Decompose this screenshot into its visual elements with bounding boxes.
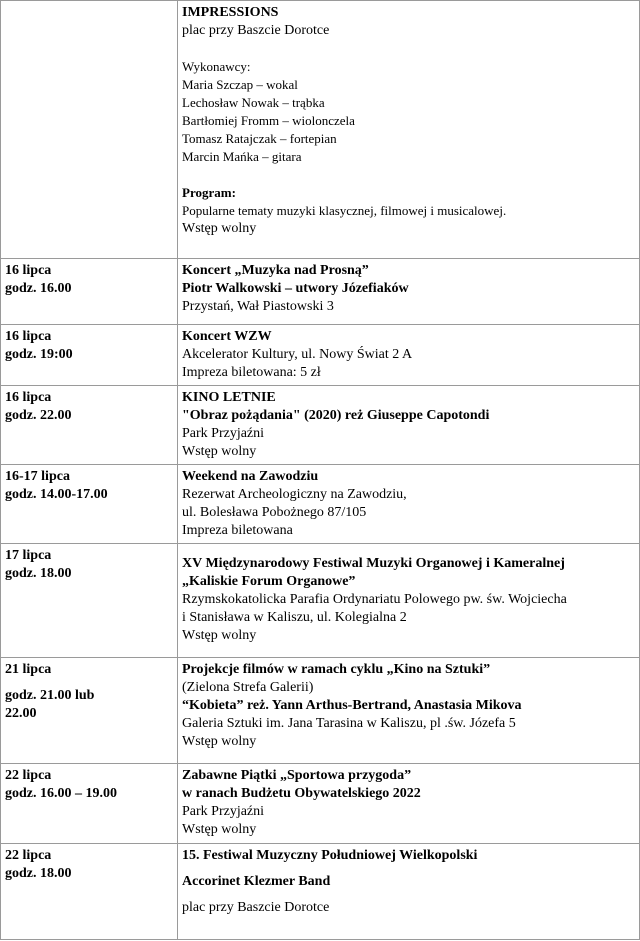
event-time: godz. 16.00 [5,281,72,296]
date-cell [1,325,178,386]
performer-item: Marcin Mańka – gitara [182,149,302,164]
event-time: godz. 16.00 – 19.00 [5,786,117,801]
event-venue: Galeria Sztuki im. Jana Tarasina w Kaliszu, pl .św. Józefa 5 [182,716,516,731]
event-venue: Akcelerator Kultury, ul. Nowy Świat 2 A [182,347,413,362]
event-subtitle: Accorinet Klezmer Band [182,874,331,889]
table-row [1,1,640,259]
event-date: 22 lipca [5,768,52,783]
event-date: 16-17 lipca [5,469,70,484]
event-note: (Zielona Strefa Galerii) [182,680,314,695]
event-title: Koncert WZW [182,329,272,344]
event-title: Weekend na Zawodziu [182,469,319,484]
date-cell [1,844,178,940]
event-time: godz. 18.00 [5,566,72,581]
event-entry: Impreza biletowana: 5 zł [182,365,321,380]
event-title: Projekcje filmów w ramach cyklu „Kino na Sztuki” [182,662,491,677]
performer-item: Bartłomiej Fromm – wiolonczela [182,113,355,128]
performer-item: Tomasz Ratajczak – fortepian [182,131,337,146]
event-time: godz. 14.00-17.00 [5,487,108,502]
event-entry: Wstęp wolny [182,628,257,643]
event-entry: Wstęp wolny [182,221,257,236]
event-cell [178,1,640,259]
event-subtitle: “Kobieta” reż. Yann Arthus-Bertrand, Anastasia Mikova [182,698,522,713]
event-title: XV Międzynarodowy Festiwal Muzyki Organowej i Kameralnej [182,556,565,571]
event-venue: Park Przyjaźni [182,426,265,441]
date-cell [1,259,178,325]
table-row [1,764,640,844]
event-cell [178,386,640,465]
event-title: Koncert „Muzyka nad Prosną” [182,263,369,278]
event-cell [178,465,640,544]
event-venue: plac przy Baszcie Dorotce [182,23,330,38]
date-cell [1,465,178,544]
event-title: 15. Festiwal Muzyczny Południowej Wielkopolski [182,848,478,863]
event-venue: plac przy Baszcie Dorotce [182,900,330,915]
event-subtitle: w ranach Budżetu Obywatelskiego 2022 [182,786,421,801]
event-entry: Wstęp wolny [182,822,257,837]
event-cell [178,325,640,386]
event-venue: Przystań, Wał Piastowski 3 [182,299,334,314]
event-subtitle: "Obraz pożądania" (2020) reż Giuseppe Capotondi [182,408,490,423]
table-row [1,658,640,764]
event-date: 22 lipca [5,848,52,863]
event-entry: Wstęp wolny [182,734,257,749]
event-title: IMPRESSIONS [182,5,279,20]
program-label: Program: [182,185,236,200]
date-cell [1,544,178,658]
event-cell [178,259,640,325]
event-time: godz. 22.00 [5,408,72,423]
event-entry: Wstęp wolny [182,444,257,459]
table-row [1,325,640,386]
performer-item: Maria Szczap – wokal [182,77,298,92]
event-date: 16 lipca [5,263,52,278]
date-cell [1,658,178,764]
event-venue-line2: i Stanisława w Kaliszu, ul. Kolegialna 2 [182,610,407,625]
table-row [1,544,640,658]
date-cell [1,764,178,844]
event-title: KINO LETNIE [182,390,276,405]
event-subtitle: Piotr Walkowski – utwory Józefiaków [182,281,409,296]
date-cell [1,386,178,465]
event-cell [178,764,640,844]
table-row [1,386,640,465]
event-time: godz. 21.00 lub [5,688,95,703]
event-title: Zabawne Piątki „Sportowa przygoda” [182,768,412,783]
event-venue-line2: ul. Bolesława Pobożnego 87/105 [182,505,367,520]
table-row [1,844,640,940]
event-date: 16 lipca [5,390,52,405]
date-cell [1,1,178,259]
event-date: 21 lipca [5,662,52,677]
event-time-line2: 22.00 [5,706,37,721]
event-date: 16 lipca [5,329,52,344]
table-row [1,465,640,544]
event-entry: Impreza biletowana [182,523,293,538]
event-venue: Rzymskokatolicka Parafia Ordynariatu Polowego pw. św. Wojciecha [182,592,567,607]
event-cell [178,544,640,658]
event-cell [178,658,640,764]
program-text: Popularne tematy muzyki klasycznej, filmowej i musicalowej. [182,203,507,218]
performers-label: Wykonawcy: [182,59,251,74]
event-cell [178,844,640,940]
event-venue: Park Przyjaźni [182,804,265,819]
performer-item: Lechosław Nowak – trąbka [182,95,325,110]
event-time: godz. 18.00 [5,866,72,881]
event-venue: Rezerwat Archeologiczny na Zawodziu, [182,487,407,502]
event-time: godz. 19:00 [5,347,73,362]
event-subtitle: „Kaliskie Forum Organowe” [182,574,356,589]
table-row [1,259,640,325]
event-date: 17 lipca [5,548,52,563]
